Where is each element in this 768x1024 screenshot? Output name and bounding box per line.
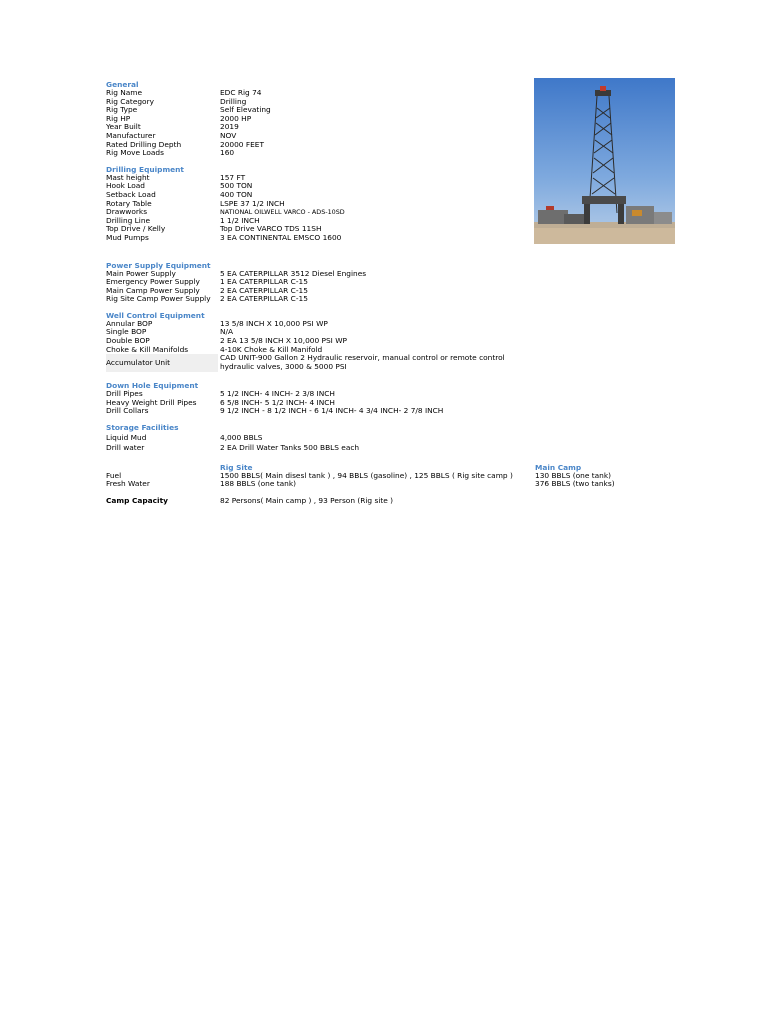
spec-value: 6 5/8 INCH- 5 1/2 INCH- 4 INCH bbox=[220, 397, 335, 407]
spec-label: Rig Category bbox=[106, 96, 154, 106]
spec-label: Hook Load bbox=[106, 181, 145, 191]
spec-value: 2000 HP bbox=[220, 113, 252, 123]
power-rows bbox=[106, 270, 676, 304]
spec-label: Mast height bbox=[106, 172, 150, 182]
spec-row bbox=[106, 337, 676, 346]
section-title-power: Power Supply Equipment bbox=[106, 260, 211, 270]
drilling-rig-photo bbox=[534, 78, 675, 244]
spec-label: Rig Site Camp Power Supply bbox=[106, 294, 211, 304]
spec-value: CAD UNIT-900 Gallon 2 Hydraulic reservoir, manual control or remote control hydraulic valves, 3000 & 5000 PSI bbox=[220, 353, 505, 371]
spec-value: 82 Persons( Main camp ) , 93 Person (Rig site ) bbox=[220, 495, 394, 505]
storage-rows bbox=[106, 434, 676, 453]
spec-row bbox=[106, 434, 676, 444]
section-title-storage: Storage Facilities bbox=[106, 423, 179, 433]
spec-value: 400 TON bbox=[220, 189, 253, 199]
spec-label: Drill Pipes bbox=[106, 389, 143, 399]
spec-value: 1 EA CATERPILLAR C-15 bbox=[220, 277, 308, 287]
spacer bbox=[106, 453, 676, 463]
spec-row bbox=[106, 407, 676, 416]
spec-value: N/A bbox=[220, 327, 234, 337]
accumulator-row bbox=[106, 354, 676, 372]
spacer bbox=[106, 243, 676, 261]
spec-label: Liquid Mud bbox=[106, 433, 147, 443]
spec-value: LSPE 37 1/2 INCH bbox=[220, 198, 285, 208]
spec-label: Camp Capacity bbox=[106, 495, 168, 505]
camp-capacity-row bbox=[106, 497, 676, 506]
spec-value: 9 1/2 INCH - 8 1/2 INCH - 6 1/4 INCH- 4 3/4 INCH- 2 7/8 INCH bbox=[220, 406, 444, 416]
spec-label: Drill water bbox=[106, 442, 145, 452]
section-title-general: General bbox=[106, 80, 139, 89]
spec-label: Top Drive / Kelly bbox=[106, 224, 166, 234]
spec-row bbox=[106, 444, 676, 454]
spacer bbox=[106, 416, 676, 423]
spec-label: Heavy Weight Drill Pipes bbox=[106, 397, 197, 407]
spec-row bbox=[106, 328, 676, 337]
spec-label: Rig Type bbox=[106, 105, 138, 115]
spec-label: Emergency Power Supply bbox=[106, 277, 200, 287]
spec-value: Top Drive VARCO TDS 11SH bbox=[220, 224, 322, 234]
spec-label: Rotary Table bbox=[106, 198, 152, 208]
spec-label: Manufacturer bbox=[106, 130, 156, 140]
spec-value: 2 EA CATERPILLAR C-15 bbox=[220, 294, 308, 304]
spec-value: Drilling bbox=[220, 96, 247, 106]
section-title-down-hole: Down Hole Equipment bbox=[106, 381, 199, 391]
spec-row bbox=[106, 320, 676, 329]
rig-site-value: 188 BBLS (one tank) bbox=[220, 479, 297, 489]
spec-label: Choke & Kill Manifolds bbox=[106, 344, 189, 354]
spec-value: 500 TON bbox=[220, 181, 253, 191]
spacer bbox=[106, 304, 676, 311]
down-hole-rows bbox=[106, 390, 676, 416]
spec-label: Setback Load bbox=[106, 189, 156, 199]
spec-value: 20000 FEET bbox=[220, 139, 264, 149]
spec-value: 157 FT bbox=[220, 172, 246, 182]
spec-value: 2 EA CATERPILLAR C-15 bbox=[220, 285, 308, 295]
spec-label: Main Camp Power Supply bbox=[106, 285, 200, 295]
spec-value: EDC Rig 74 bbox=[220, 88, 262, 97]
section-title-drilling: Drilling Equipment bbox=[106, 164, 184, 174]
spec-value: 2 EA 13 5/8 INCH X 10,000 PSI WP bbox=[220, 336, 347, 346]
well-control-rows bbox=[106, 320, 676, 372]
spec-value: 1 1/2 INCH bbox=[220, 215, 260, 225]
spec-value: 4,000 BBLS bbox=[220, 433, 263, 443]
spec-row bbox=[106, 480, 676, 489]
spec-value: 2 EA Drill Water Tanks 500 BBLS each bbox=[220, 442, 360, 452]
spacer bbox=[106, 372, 676, 381]
spec-label: Drill Collars bbox=[106, 406, 149, 416]
spec-label: Drawworks bbox=[106, 207, 148, 217]
rig-site-value: 1500 BBLS( Main disesl tank ) , 94 BBLS (gasoline) , 125 BBLS ( Rig site camp ) bbox=[220, 470, 513, 480]
spec-label: Drilling Line bbox=[106, 215, 151, 225]
rig-site-title: Rig Site bbox=[220, 463, 253, 473]
spec-label: Year Built bbox=[106, 122, 141, 132]
spec-row bbox=[106, 295, 676, 304]
spec-label: Rated Drilling Depth bbox=[106, 139, 182, 149]
spec-label: Main Power Supply bbox=[106, 268, 176, 278]
main-camp-value: 376 BBLS (two tanks) bbox=[535, 479, 615, 489]
spec-label: Fresh Water bbox=[106, 479, 150, 489]
spec-label: Mud Pumps bbox=[106, 232, 149, 242]
spec-label: Double BOP bbox=[106, 336, 150, 346]
spec-label: Annular BOP bbox=[106, 318, 153, 328]
spec-value: 4-10K Choke & Kill Manifold bbox=[220, 344, 323, 354]
spec-value: 3 EA CONTINENTAL EMSCO 1600 bbox=[220, 232, 342, 242]
spec-value: NOV bbox=[220, 130, 237, 140]
spec-value: 5 1/2 INCH- 4 INCH- 2 3/8 INCH bbox=[220, 389, 335, 399]
spec-value: NATIONAL OILWELL VARCO - ADS-10SD bbox=[220, 208, 345, 217]
spec-value: 5 EA CATERPILLAR 3512 Diesel Engines bbox=[220, 268, 367, 278]
spec-label: Fuel bbox=[106, 470, 122, 480]
spec-label: Accumulator Unit bbox=[106, 358, 171, 368]
spec-value: 13 5/8 INCH X 10,000 PSI WP bbox=[220, 318, 328, 328]
spec-label: Rig Move Loads bbox=[106, 148, 164, 158]
spec-label: Rig Name bbox=[106, 88, 143, 97]
spec-label: Rig HP bbox=[106, 113, 131, 123]
main-camp-title: Main Camp bbox=[535, 463, 582, 473]
spec-value: 2019 bbox=[220, 122, 239, 132]
tanks-rows bbox=[106, 472, 676, 489]
spec-value: Self Elevating bbox=[220, 105, 271, 115]
main-camp-value: 130 BBLS (one tank) bbox=[535, 470, 612, 480]
spec-label: Single BOP bbox=[106, 327, 147, 337]
spec-value: 160 bbox=[220, 148, 235, 158]
section-title-well-control: Well Control Equipment bbox=[106, 310, 205, 320]
